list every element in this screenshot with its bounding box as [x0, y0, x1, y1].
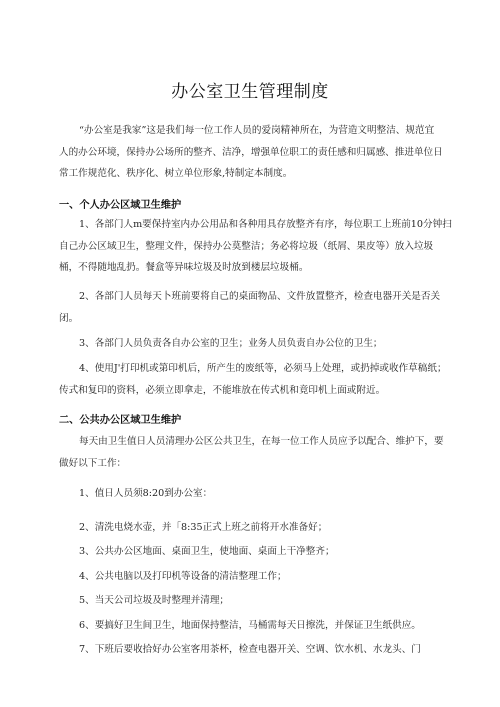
item-line: 2、各部门人员每天卜班前要将自己的桌面物品、文件放置整齐，检查电器开关是否关 [79, 291, 441, 302]
section1-item-2 [59, 286, 440, 329]
item-line: 做好以下工作： [59, 457, 127, 469]
item-line: 桶，不得随地乱扔。餐盒等异味垃圾及时放到楼层垃圾桶。 [59, 262, 309, 273]
section1-item-1 [59, 214, 452, 279]
list-item: 2、清洗电烧水壶，并「8:35正式上班之前将开水准备好； [79, 521, 328, 533]
intro-line: “办公室是我家”这是我们每一位工作人员的爱岗精神所在，为营造文明整洁、规范宜 [79, 125, 435, 136]
item-line: 闭。 [59, 312, 79, 324]
section2-intro [59, 431, 444, 474]
list-item: 6、要搞好卫生间卫生，地面保持整洁，马桶需每天日擦洗，并保证卫生纸供应。 [79, 619, 421, 631]
section-heading-personal: 一、个人办公区域卫生维护 [59, 200, 182, 211]
item-line: 自己办公区域卫生，整理文件，保持办公莫整洁；务必将垃圾（纸屑、果皮等）放入垃圾 [59, 240, 434, 252]
item-line: 1、各部门人m要保持室内办公用品和各种用具存放整齐有序，每位职工上班前10分钟扫 [79, 219, 452, 230]
item-line: 每天由卫生值日人员清理办公区公共卫生，在每一位工作人员应予以配合、维护下，要 [79, 436, 444, 447]
intro-line: 常工作规范化、秩序化、树立单位形象,特制定本制度。 [59, 168, 293, 179]
document-title: 办公室卫生管理制度 [171, 82, 329, 102]
list-item: 4、公共电脑以及打印机等设备的清洁整理工作； [79, 570, 287, 582]
list-item: 7、下班后要收拾好办公室客用茶杯，检查电器开关、空调、饮水机、水龙头、门 [79, 644, 421, 655]
list-item: 1、值日人员须8:20到办公室： [79, 488, 213, 499]
intro-line: 人的办公环境，保持办公场所的整齐、洁净，增强单位职工的责任感和归属感、推进单位日 [59, 146, 443, 158]
item-line: 传式和复印的资料，必须立即拿走，不能堆放在传式机和竟印机上面或附近。 [59, 384, 386, 396]
intro-paragraph [59, 120, 443, 185]
section1-item-4 [59, 358, 447, 401]
section2-items [59, 482, 440, 663]
list-item: 3、公共办公区地面、桌面卫生，使地面、桌面上干净整齐； [79, 546, 335, 557]
section1-item-3 [59, 333, 440, 355]
item-line: 3、各部门人员负责各自办公室的卫生；业务人员负责自办公位的卫生； [79, 338, 383, 349]
list-item: 5、当天公司垃圾及时整理并清理； [79, 595, 230, 606]
section-heading-public: 二、公共办公区域卫生维护 [59, 415, 182, 426]
item-line: 4、使用J'打印机或第印机后，所产生的废纸等，必须马上处理，或扔掉或收作草稿纸； [79, 363, 447, 374]
